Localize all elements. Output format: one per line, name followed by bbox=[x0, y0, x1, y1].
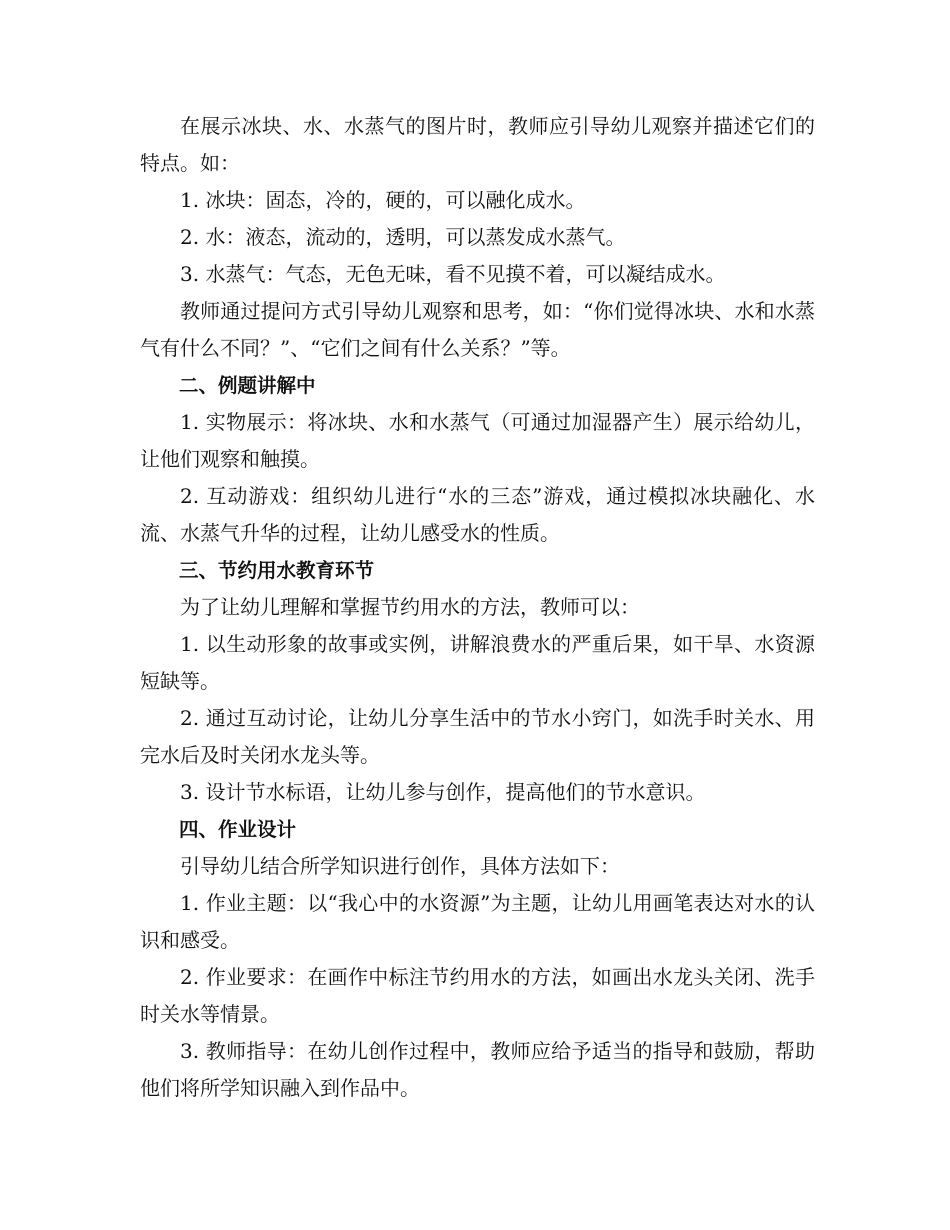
list-item-stories: 1. 以生动形象的故事或实例，讲解浪费水的严重后果，如干旱、水资源短缺等。 bbox=[140, 632, 815, 693]
list-item-discussion: 2. 通过互动讨论，让幼儿分享生活中的节水小窍门，如洗手时关水、用完水后及时关闭水龙头等。 bbox=[140, 706, 815, 767]
section-heading-homework: 四、作业设计 bbox=[179, 818, 297, 841]
list-item-vapor: 3. 水蒸气：气态，无色无味，看不见摸不着，可以凝结成水。 bbox=[180, 262, 726, 286]
paragraph-water-saving-intro: 为了让幼儿理解和掌握节约用水的方法，教师可以： bbox=[180, 595, 640, 619]
list-item-homework-theme: 1. 作业主题：以“我心中的水资源”为主题，让幼儿用画笔表达对水的认识和感受。 bbox=[140, 891, 815, 952]
section-heading-water-saving: 三、节约用水教育环节 bbox=[179, 559, 375, 582]
list-item-interactive-game: 2. 互动游戏：组织幼儿进行“水的三态”游戏，通过模拟冰块融化、水流、水蒸气升华的过程，让幼儿感受水的性质。 bbox=[140, 484, 815, 545]
paragraph-questions: 教师通过提问方式引导幼儿观察和思考，如：“你们觉得冰块、水和水蒸气有什么不同？”、“它们之间有什么关系？”等。 bbox=[140, 299, 815, 360]
list-item-water: 2. 水：液态，流动的，透明，可以蒸发成水蒸气。 bbox=[180, 225, 626, 249]
paragraph-observe-intro: 在展示冰块、水、水蒸气的图片时，教师应引导幼儿观察并描述它们的特点。如： bbox=[140, 114, 815, 175]
list-item-homework-requirements: 2. 作业要求：在画作中标注节约用水的方法，如画出水龙头关闭、洗手时关水等情景。 bbox=[140, 965, 815, 1026]
list-item-ice: 1. 冰块：固态，冷的，硬的，可以融化成水。 bbox=[180, 188, 586, 212]
paragraph-homework-intro: 引导幼儿结合所学知识进行创作，具体方法如下： bbox=[180, 854, 620, 878]
document-body bbox=[140, 108, 815, 1107]
section-heading-examples: 二、例题讲解中 bbox=[179, 374, 316, 397]
list-item-physical-display: 1. 实物展示：将冰块、水和水蒸气（可通过加湿器产生）展示给幼儿，让他们观察和触摸。 bbox=[140, 410, 815, 471]
list-item-teacher-guidance: 3. 教师指导：在幼儿创作过程中，教师应给予适当的指导和鼓励，帮助他们将所学知识融入到作品中。 bbox=[140, 1039, 815, 1100]
list-item-slogans: 3. 设计节水标语，让幼儿参与创作，提高他们的节水意识。 bbox=[180, 780, 706, 804]
